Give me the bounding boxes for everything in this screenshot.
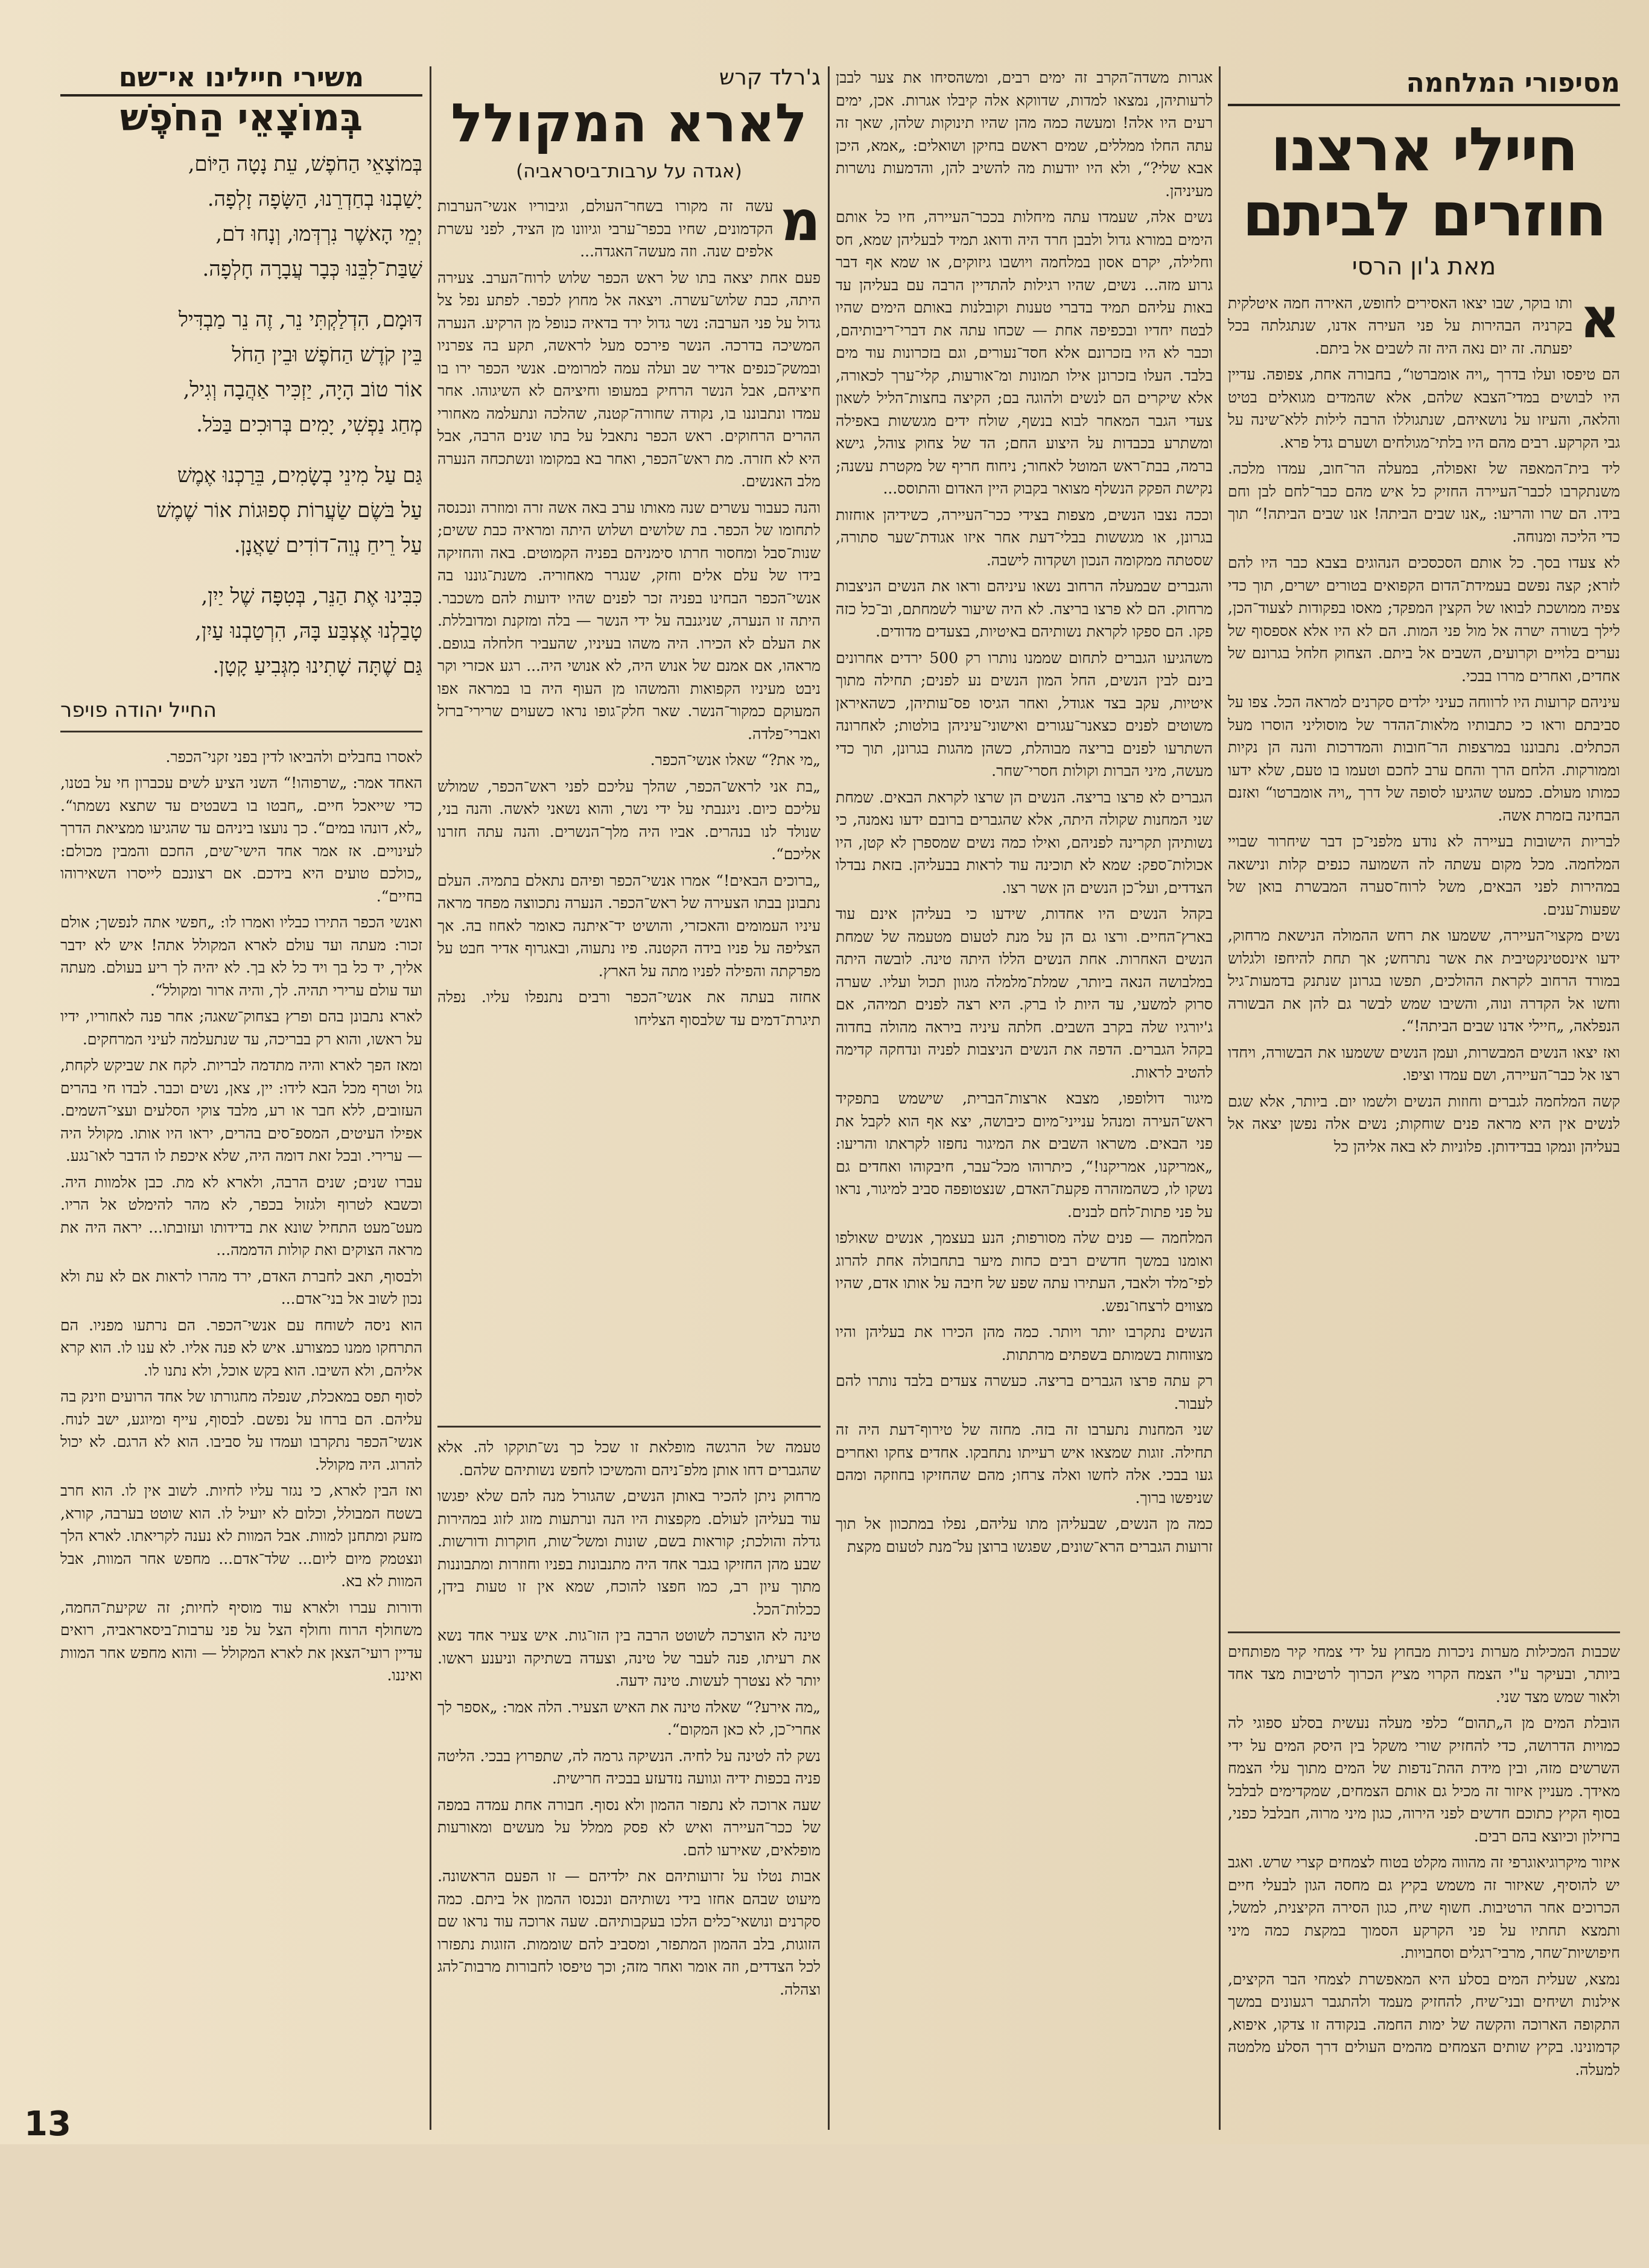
page-number: 13 [24,2104,71,2144]
paragraph: נשק לה לטינה על לחיה. הנשיקה גרמה לה, שתפרוץ בבכי. הליטה פניה בכפות ידיה וגוועה נזדעזע בבכיה חרישית. [437,1747,821,1787]
article-continuation [1228,1631,1620,2268]
story1-title: חיילי ארצנו חוזרים לביתם [1242,114,1606,250]
column-rule [828,66,830,2130]
paragraph: כמה מן הנשים, שבעליהן מתו עליהם, נפלו במתכוון אל תוך זרועות הגברים הרא־שונים, שפגשו ברוצן על־מנת לטעום מקצת [836,1515,1213,1555]
poem-line: גַּם עַל מִינֵי בְשָׂמִים, בֵּרַכְנוּ אֶמֶשׁ [177,463,422,488]
paragraph: ואנשי הכפר התירו כבליו ואמרו לו: „חפשי אתה לנפשך; אולם זכור: מעתה ועד עולם לארא המקולל אתה! איש לא ידבר אליך, יד כל בך ויד כל לא בך. לא יהיה לך ריע בעולם. מעתה ועד עולם ערירי תהיה. לך, והיה ארור ומקולל“. [60,913,422,999]
paragraph: „בת אני לראש־הכפר, שהלך עליכם לפני ראש־הכפר, שמולש עליכם כיום. ניגנבתי על ידי נשר, והוא נשאני לאשה. והנה בני, שנולד לנו בנהרים. אביו היה מלך־הנשרים. והנה עתה חזרנו אליכם“. [437,777,821,863]
paragraph: „ברוכים הבאים!“ אמרו אנשי־הכפר ופיהם נתאלם בתמיה. העלם נתבונן בבתו הצעירה של ראש־הכפר. הנערה נתכווצה מפחד מראה עיניו העמומים והאכזרי, והושיט יד־איתנה כאומר לאחוז בה. אך הצליפה על פניו בידה הקטנה. פיו נתעוה, ובאגרוף אדיר חבט על מפרקתה והפילה לפניו מתה על הארץ. [437,871,821,980]
column-story1 [1228,66,1620,2079]
poem-line: יְמֵי הָאשֶׁר נִרְדְּמוּ, וְנָחוּ דֹם, [215,222,422,246]
poem-stanza [60,147,422,287]
column-story1-continued [836,66,1213,2124]
paragraph: ואז הבין לארא, כי נגזר עליו לחיות. לשוב אין לו. הוא חרב בשטח המבולל, וכלום לא יועיל לו. הוא שוטט בערבה, קורא, מזעק ומתחנן למוות. אבל המוות לא נענה לקריאתו. לארא הלך ונצטמק מיום ליום... שלד־אדם... מחפש אחר המוות, אבל המוות לא בא. [60,1482,422,1590]
story2-continuation [60,746,422,1977]
poem-line: שַׁבַּת־לִבֵּנוּ כְּבָר עֲבָרָה חָלְפָה. [202,257,422,281]
story2-subtitle: (אגדה על ערבות־ביסראביה) [516,160,742,182]
paragraph: הגברים לא פרצו בריצה. הנשים הן שרצו לקראת הבאים. שמחת שני המחנות שקולה היתה, אלא שהגברים ברובם ידעו נאמנה, כי נשותיהן תקרינה לפניהם, ואילו כמה נשים שמספרן לא קטן, היו אכולות־ספק: שמא לא תוכינה עוד לראות בבעליהן. בזאת נבדלו הצדדים, ועל־כן הנשים הן אשר רצו. [836,788,1213,897]
paragraph: אבות נטלו על זרועותיהם את ילדיהם — זו הפעם הראשונה. מיעוט שבהם אחזו בידי נשותיהם ונכנסו ההמון אל ביתם. כמה סקרנים ונושאי־כלים הלכו בעקבותיהם. שעה ארוכה עוד נראו שם הזוגות, בלב ההמון המתפזר, ומסביב להם שוממות. הזוגות נתפזרו לכל הצדדים, וזה אומר ואחר מזה; וכך טיפסו לחבורות מרבות־להג וצהלה. [437,1867,821,1998]
story2-title: לארא המקולל [451,91,807,154]
paragraph: וככה נצבו הנשים, מצפות בצידי ככר־העיירה, כשידיהן אוחזות בגרונן, או מגששות בבלי־דעת אחר איזו אגודת־שער סתורה, שסטתה ממקומה הנכון ושקדוה לישבה. [836,506,1213,569]
poem-line: גַּם שֶׁתָּה שָׁתִינוּ מִגְּבִיעַ קָטָן. [212,654,422,678]
paragraph: ודורות עברו ולארא עוד מוסיף לחיות; זה שקיעת־החמה, משחולף הרוח וחולף הצל על פני ערבות־ביסאראביה, רואים עדיין רועי־הצאן את לארא המקולל — והוא מחפש אחר המוות ואיננו. [60,1598,422,1684]
poem-stanza [60,579,422,684]
story1-tail [437,1426,821,2160]
dropcap: מ [780,189,821,253]
paragraph: „מי את?“ שאלו אנשי־הכפר. [650,751,821,769]
paragraph: איזור מיקרוגיאוגרפי זה מהווה מקלט בטוח לצמחים קצרי שרש. ואגב יש להוסיף, שאיזור זה משמש בקיץ גם מחסה הגון לבעלי חיים הכרוכים אחר הרטיבות. חשוף שיח, כגון הסירה הקיצנית, למשל, ותמצא תחתיו על פני הקרקע הסמוך במקצת כמה מיני חיפושיות־שחר, מרבי־רגלים וסחבויות. [1228,1853,1620,1961]
poem-rubric: משירי חיילינו אי־שם [60,66,422,97]
poem-line: טָבַלְנוּ אֶצְבַּע בָּהּ, הִרְטַבְנוּ עַיִן, [195,619,422,643]
poem-line: עַל רֵיחַ נְוֵה־דוֹדִים שַׁאֲנָן. [234,533,422,557]
paragraph: והגברים שבמעלה הרחוב נשאו עיניהם וראו את הנשים הניצבות מרחוק. הם לא פרצו בריצה. לא היה שיעור לשמחתם, וב־כל כזה פקו. הם ספקו לקראת נשותיהם באיטיות, בצעדים מדודים. [836,577,1213,640]
poem-line: בְּמוֹצָאֵי הַחֹפֶשׁ, עֵת נָטָה הַיּוֹם, [188,152,422,176]
story2-author: ג'רלד קרש [719,65,821,90]
paragraph: שכבות המכילות מערות ניכרות מבחוץ על ידי צמחי קיר מפותחים ביותר, ובעיקר ע"י הצמח הקרוי מציץ הכרוך לרטיבות מצד אחד ולאור שמש מצד שני. [1228,1642,1620,1706]
poem-line: בֵּין קֹדֶשׁ הַחֹפֶשׁ וּבֵין הַחֹל [232,343,422,367]
paragraph: נשים מקצוי־העיירה, ששמעו את רחש ההמולה הנישאת מרחוק, ידעו אינסטינקטיבית את אשר נתרחש; אך תחת להיחפז ולגלוש במורד הרחוב לקראת ההולכים, תפשו בגרונן שנתנק בדמעות־גיל וחשו אל הקדרה ונוה, והשיבו שמש לבשר גם להן את הבשורה הנפלאה, „חיילי אדנו שבים הביתה!“. [1228,927,1620,1035]
section-rubric: מסיפורי המלחמה [1228,66,1620,106]
poem-title: בְּמוֹצָאֵי הַחֹפֶשׁ [119,95,363,139]
column-poem [60,62,422,2057]
poem-author: החייל יהודה פויפר [60,699,422,732]
poem-line: אוֹר טוֹב הָיָה, יַזְכִּיר אַהֲבָה וְגִיל, [183,378,422,402]
paragraph: מרחוק ניתן להכיר באותן הנשים, שהגורל מנה להם שלא יפגשו עוד בעליהן לעולם. מקפצות היו הנה ונרתעות מזוג לזוג במהירות גדלה והולכת; קוראות בשם, שונות ומשל־שות, חוקרות ודורשות. שבע מהן החזיקו בגבר אחד היה מתנבונות בפניו וחוזרות ומתבוננות מתוך עיון רב, כמו חפצו להוכח, שמא אין זו טעות בידן, ככלות־הכל. [437,1487,821,1618]
paragraph: פעם אחת יצאה בתו של ראש הכפר שלוש לרוח־הערב. צעירה היתה, כבת שלוש־עשרה. ויצאה אל מחוץ לכפר. לפתע נפל צל גדול על פני הערבה: נשר גדול ירד בדאיה כנופל מן הרקיע. הנערה המשיכה בדרכה. הנשר פירכס מעל לראשה, תקע בה צפרניו ובמשק־כנפים אדיר שב ועלה עמה למרומים. אנשי הכפר ירו בו חיציהם, אבל הנשר הרחיק במעופו וחיציהם לא השיגוהו. אחר עמדו ונתבוננו בו, נקודה שחורה־קטנה, שהלכה ונתעלמה מאחורי ההרים הרחוקים. ראש הכפר נתאבל על בתו שנים הרבה, אבל היא לא חזרה. מת ראש־הכפר, ואחר בא במקומו ונשתכחה הנערה מלב האנשים. [437,268,821,490]
paragraph: הוא ניסה לשוחח עם אנשי־הכפר. הם נרתעו מפניו. הם התרחקו ממנו כמצורע. איש לא פנה אליו. לא ענו לו. הוא קרא אליהם, ולא השיבו. הוא בקש אוכל, ולא נתנו לו. [60,1316,422,1379]
poem-line: דּוּמָם, הִדְלַקְתִּי נֵר, זֶה נֵר מַבְדִּיל [179,308,422,332]
paragraph: עברו שנים; שנים הרבה, ולארא לא מת. כבן אלמוות היה. וכשבא לטרוף ולגזול בכפר, לא מהר להימלט אל הריו. מעט־מעט התחיל שונא את בדידותו ועזובתו... יראה היה את מראה הצוקים ואת קולות הדממה... [60,1173,422,1259]
paragraph: והנה כעבור עשרים שנה מאותו ערב באה אשה זרה ומוזרה ונכנסה לתחומו של הכפר. בת שלושים ושלוש היתה ומראיה כבת ששים; שנות־סבל ומחסור חרתו סימניהם בפניה הקמוטים. באה והחזיקה בידו של עלם אלים וחזק, שנגרר מאחוריה. משנת־גוננו בה אנשי־הכפר הבחינו בפניה זכר לפנים שהיו ידועות להם משכבר. היתה זו הנערה, שניגנבה על ידי הנשר — בלה ומזקנת ומדובללת. את העלם לא הכירו. היה משהו בעיניו, שהעביר חלחלה בגופם. מראהו, אם אמנם של אנוש היה, לא אנושי היה... רגע אכזרי וקר ניבט מעיניו הקפואות והמשהו מן העוף היה בו במראה אפו המעוקם כמקור־הנשר. שאר חלק־גופו נראו כשעוים שרירי־ברזל ואברי־פלדה. [437,498,821,743]
paragraph: לארא נתבונן בהם ופרץ בצחוק־שאגה; אחר פנה לאחוריו, ידיו על ראשו, והוא רק בבריכה, עד שנתעלמה לעיני המרחקים. [60,1008,422,1048]
column-story2 [437,66,821,2124]
paragraph: ואז יצאו הנשים המבשרות, ועמן הנשים ששמעו את הבשורה, ויחדו רצו אל כבר־העיירה, ושם עמדו וציפו. [1228,1043,1620,1084]
paragraph: שעה ארוכה לא נתפזר ההמון ולא נסוף. חבורה אחת עמדה במפה של ככר־העיירה ואיש לא פסק ממלל על מעשים ומאורעות מופלאים, שאירעו להם. [437,1796,821,1859]
poem-line: עַל בֹּשֶׂם שַׂעֲרוֹת סְפוּגוֹת אוֹר שֶׁמֶשׁ [156,498,422,523]
paragraph: קשה המלחמה לגברים וחוזות הנשים ולשמו יום. ביותר, אלא שגם לנשים אין היא מראה פנים שוחקות; נשים אלה נפשן יצאה אל בעליהן ונמקו בבדידותן. פלוניות לא באה אליהן כל [1228,1092,1620,1155]
paragraph: לסוף תפס במאכלת, שנפלה מחגורתו של אחד הרועים וזינק בה עליהם. הם ברחו על נפשם. לבסוף, עייף ומיוגע, ישב לנוח. אנשי־הכפר נתקרבו ועמדו על סביבו. הוא לא הרגם. לא יכול להרוג. היה מקולל. [60,1388,422,1473]
paragraph: „מה אירע?“ שאלה טינה את האיש הצעיר. הלה אמר: „אספר לך אחרי־כן, לא כאן המקום“. [437,1698,821,1738]
poem-stanza [60,302,422,442]
story1-body [1228,285,1620,1631]
poem-line: מְחַג נַפְשִׁי, יָמִים בְּרוּכִים בַּכֹּל. [196,413,422,437]
paragraph: האחד אמר: „שרפוהו!“ השני הציע לשים עכברון חי על בטנו, כדי שייאכל חיים. „חבטו בו בשבטים עד שתצא נשמתו“. „לא, דונהו במים“. כך נועצו ביניהם עד שהגיעו ממציאת הדרך לעינויים. אז אמר אחד הישי־שים, החכם והמבין מכולם: „כולכם טועים היא בידכם. אם רצונכם לייסרו השאירוהו בחיים“. [60,774,422,905]
paragraph: בקהל הנשים היו אחדות, שידעו כי בעליהן אינם עוד בארץ־החיים. ורצו גם הן על מנת לטעום מטעמה של שמחת הנשים האחרות. אחת הנשים הללו היתה טינה. לובשה היתה במלבושה הנאה ביותר, שמלת־מלמלה מגוון תכול ועליו. שערה סרוק למשעי, עד היות לו ברק. היא רצה לפנים תמיהה, אם ג'יורגיו שלה בקרב השבים. חלתה עיניה ביראה מהולה בחדוה בקהל הגברים. הדפה את הנשים הניצבות לפניה ונדחקה קדימה להטיב לראות. [836,905,1213,1081]
paragraph: לבריות הישובות בעיירה לא נודע מלפני־כן דבר שיחרור שבויי המלחמה. מכל מקום עשתה לה השמועה כנפים קלות ונישאה במהירות לפני הבאים, משל לרוח־סערה המבשרת בואן של שפעות־ענים. [1228,833,1620,918]
paragraph: הנשים נתקרבו יותר ויותר. כמה מהן הכירו את בעליהן והיו מצווחות בשמותם בשפתים מרתתות. [836,1323,1213,1364]
poem-line: כִּבִּינוּ אֶת הַנֵּר, בְּטִפָּה שֶׁל יַיִן, [201,584,422,608]
column-rule [1219,66,1221,2130]
paragraph: רק עתה פרצו הגברים בריצה. כעשרה צעדים בלבד נותרו להם לעבור. [836,1372,1213,1412]
dropcap: א [1580,285,1620,351]
poem-stanza [60,458,422,563]
story2-body [437,189,821,1426]
paragraph: ולבסוף, תאב לחברת האדם, ירד מהרו לראות אם לא עת ולא נכון לשוב אל בני־אדם... [60,1267,422,1307]
paragraph: נשים אלה, שעמדו עתה מיחלות בככר־העיירה, חיו כל אותם הימים במורא גדול ולבבן חרד היה ודואג תמיד לבעליהן שמא, חס וחלילה, יקרם אסון במלחמה ויושבו גיזוקים, או שמא אף דבר גרוע מזה... נשים, שהיו רגילות להתדיין הרבה עם בעליהן עד באות עליהם תמיד בדברי טענות וקובלנות באותם הימים שהיו לבטח יחדיו ובכפיפה אחת — שכחו עתה את דברי־ריבותיהם, וכבר לא היו בזכרונם אלא חסד־נעורים, וגם בזכרונות עוד מים בלבד. העלו בזכרונן אילו תמונות ומ־אורעות, קלי־ערך לכאורה, אלא שיקרים הם לנשים ולהוגה בם; הקיצה בחצות־הליל לשאון צעדי הגבר המאחר לבוא בנשף, שולח ידים מגששות באפילה ומשתרע בכבדות על היצוע החם; הד של צחוק צוהל, גישא ברמה, בבת־ראש המוטל לאחור; ניחוח חריף של מקטרת עשנה; נקישת הפקק הנשלף מצואר בקבוק היין האדום והתוסס... [836,208,1213,497]
paragraph: שני המחנות נתערבו זה בזה. מחזה של טירוף־דעת היה זה תחילה. זוגות שמצאו איש רעייתו נתחבקו. אחדים צחקו ואחרים געו בבכי. אלה לחשו ואלה צרחו; מהם שהחזיקו בחוזקה ומהם שניפשו ברוך. [836,1421,1213,1507]
paragraph: נמצא, שעלית המים בסלע היא המאפשרת לצמחי הבר הקיצים, אילנות ושיחים ובני־שיח, להחזיק מעמד ולהתגבר רגעונים במשך התקופה הארוכה והקשה של ימות החמה. בנקודה זו צדקו, איפוא, קדמונינו. בקיץ שותים הצמחים מהמים העולים דרך הסלע מלמטה למעלה. [1228,1970,1620,2079]
paragraph: מ עשה זה מקורו בשחר־העולם, וגיבוריו אנשי־הערבות הקדמונים, שחיו בכפר־ערבי וגיוונו מן הציד, לפני עשרת אלפים שנה. וזה מעשה־האגדה... [437,189,821,260]
paragraph: עיניהם קרועות היו לרווחה כעיני ילדים סקרנים למראה הכל. צפו על סביבתם וראו כי כתבותיו מלאות־ההדר של מוסוליני הוסרו מעל הכתלים. נתבוננו במרצפות הר־חובות והמדרכות והנה הן נקיות וממורקות. הלחם הרך והחם ערב לחכם וטעמו בו טעם, שלא ידעו כמותו מעולם. כמעט שהגיעו לסופה של דרך „ויה אומברטו“ ואזנם הבחינה בזמרת אשה. [1228,693,1620,824]
story1-byline: מאת ג'ון הרסי [1352,253,1496,281]
paragraph: משהגיעו הגברים לתחום שממנו נותרו רק 500 ירדים אחרונים בינם לבין הנשים, החל המון הנשים נע לפנים; תחילה מתוך איטיות, עקב בצד אגודל, ואחר הגיסו פס־עותיהן, כשהאיראן משוטים לפנים כצאנר־עגורים ואישוני־עיניהן בולטות; לאחרונה השתרעו לפנים בריצה מבוהלת, כשהן מהגות בגרונן, תוך כדי מעשה, מיני הברות וקולות חסרי־שחר. [836,649,1213,780]
paragraph: המלחמה — פנים שלה מסורפות; הנע בעצמך, אנשים שאולפו ואומנו במשך חדשים רבים כחות מיער בתחבולה אחת להרוג לפי־מלד ולאבד, העתירו עתה שפע של חיבה על אותו אדם, שהיו מצווים לרצחו־נפש. [836,1229,1213,1315]
paragraph: לאסרו בחבלים ולהביאו לדין בפני זקני־הכפר. [165,748,422,766]
paragraph: ומאז הפך לארא והיה מתדמה לבריות. לקח את שביקש לקחת, גזל וטרף מכל הבא לידו: יין, צאן, נשים וכבר. לבדו חי בהרים העזובים, ללא חבר או רע, מלבד צוקי הסלעים ועצי־השמים. אפילו העיטים, המספ־סים בהרים, יראו היו אותו. מקולל היה — ערירי. ובכל זאת דומה היה, שלא איכפת לו הדבר לאו־נגע. [60,1056,422,1164]
paragraph: הובלת המים מן ה„תהום“ כלפי מעלה נעשית בסלע ספוגי לה כמויות הדרושה, כדי להחזיק שורי משקל בין היסק המים על ידי השרשים מזה, ובין מידת ההת־נדפות של המים מתוך עלי הצמח מאידך. מעניין איזור זה מכיל גם אותם הצמחים, שמקדימים לבלבל בסוף הקיץ כתוכם חדשים לפני הירוה, כגון מיני מרוה, חבלבל כפני, ברזילון וכיוצא בהם רבים. [1228,1714,1620,1845]
paragraph: מיגור דולופפו, מצבא ארצות־הברית, שישמש בתפקיד ראש־העירה ומנהל ענייני־מיום כיבושה, יצא אף הוא לקבל את פני הבאים. משראו השבים את המיגור נחפזו לקראתו והריעו: „אמריקנו, אמריקנו!“, כיתרוהו מכל־עבר, חיבקוהו ואחדים גם נשקו לו, כשהמזהרה פקעת־האדם, שנצטופפה סביב למיגור, נראו על פני פתות־לחם לבנים. [836,1090,1213,1221]
paragraph: טעמה של הרגשה מופלאת זו שכל כך נש־תוקקו לה. אלא שהגברים דחו אותן מלפ־ניהם והמשיכו לחפש נשותיהם שלהם. [437,1438,821,1479]
paragraph: ליד בית־המאפה של זאפולה, במעלה הר־חוב, עמדו מלכה. משנתקרבו לכבר־העיירה החזיק כל איש מהם כבר־לחם לבן וחם בידו. הם שרו והריעו: „אנו שבים הביתה! אנו שבים הביתה!“ תוך כדי הליכה ומנוחה. [1228,460,1620,545]
paragraph: אחזה בעתה את אנשי־הכפר ורבים נתנפלו עליו. נפלה תיגרת־דמים עד שלבסוף הצליחו [437,988,821,1029]
paragraph: לא צעדו בסך. כל אותם הסכסכים הנהוגים בצבא כבר היו להם לזרא; קצה נפשם בעמידת־הדום הקפואים בטורים ישרים, תוך כדי צפיה ממושכת לבואו של הקצין המפקד; מאסו בפקודות לצעוד־הכן, לילך בשורה ישרה אל מול פני המות. הם לא היו אלא אספסוף של נערים בלויים וקרועים, השבים אל ביתם. הצחוק חלחל בגרונם של אחדים, ואחרים מררו בבכי. [1228,554,1620,685]
paragraph: טינה לא הוצרכה לשוטט הרבה בין הזו־גות. איש צעיר אחד נשא את רעיתו, פנה לעבר של טינה, וצעדה בשתיקה וניענע ראשו. יותר לא נצטרך לעשות. טינה ידעה. [437,1627,821,1689]
column-rule [430,66,431,2130]
paragraph: הם טיפסו ועלו בדרך „ויה אומברטו“, בחבורה אחת, צפופה. עדיין היו לבושים במדי־הצבא שלהם, אלא שהמדים מגואלים בטיט והלאה, והעיזו על נושאיהם, שנתגוללו הרבה לילות ללא־שינה על גבי הקרקע. רבים מהם היו בלתי־מגולחים ושערם גדל פרא. [1228,366,1620,451]
poem-line: יָשַׁבְנוּ בְחַדְרֵנוּ, הַשָּׂפָה זָלְפָה. [207,187,422,211]
paragraph: אגרות משדה־הקרב זה ימים רבים, ומשהסיחו את צער לבבן לרעותיהן, נמצאו למדות, שדווקא אלה קיבלו אגרות. אכן, ימים רעים היו אלה! ומעשה כמה מהן שהיו תינוקות שלהן, שאך זה עתה החלו ממללים, שמים ראשם בחיקן ושואלים: „אמא, היכן אבא שלי?“, ולא היו יודעות מה להשיב להן, והדמעות נושרות מעיניהן. [836,69,1213,200]
paragraph: א ותו בוקר, שבו יצאו האסירים לחופש, האירה חמה איטלקית בקרניה הבהירות על פני העירה אדנו, שנתגלתה בכל יפעתה. זה יום נאה היה זה לשבים אל ביתם. [1228,285,1620,357]
